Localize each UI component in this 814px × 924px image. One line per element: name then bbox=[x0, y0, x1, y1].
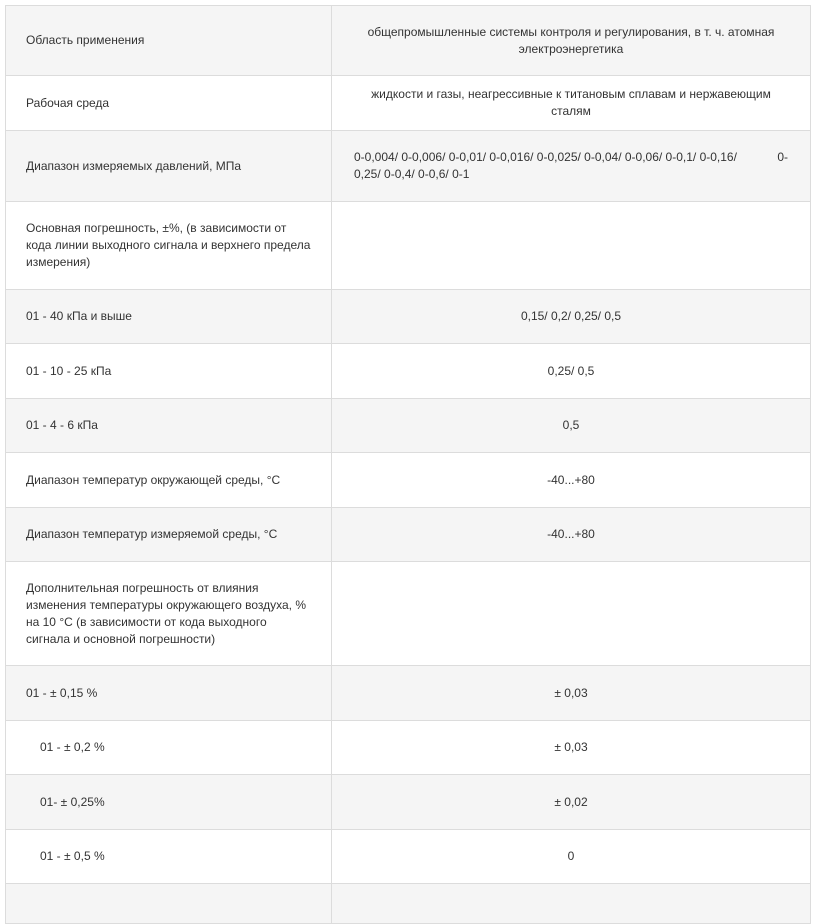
table-row bbox=[6, 453, 811, 508]
table-row bbox=[6, 666, 811, 721]
row-label: Дополнительная погрешность от влияния изменения температуры окружающего воздуха, % на 10 °С (в зависимости от кода выходного сигнала и основной погрешности) bbox=[6, 562, 332, 666]
row-label: Диапазон измеряемых давлений, МПа bbox=[6, 131, 332, 202]
row-label: Область применения bbox=[6, 6, 332, 76]
row-value: 0,5 bbox=[332, 399, 811, 453]
row-label: 01 - ± 0,5 % bbox=[6, 830, 332, 884]
pressure-range-part: 0-0,004/ 0-0,006/ 0-0,01/ 0-0,016/ 0-0,025/ 0-0,04/ 0-0,06/ 0-0,1/ 0-0,16/ bbox=[354, 150, 737, 164]
row-label: Диапазон температур измеряемой среды, °С bbox=[6, 508, 332, 562]
row-value: 0,15/ 0,2/ 0,25/ 0,5 bbox=[332, 290, 811, 344]
row-value: -40...+80 bbox=[332, 508, 811, 562]
row-value: -40...+80 bbox=[332, 453, 811, 508]
row-value: 0,25/ 0,5 bbox=[332, 344, 811, 399]
pressure-range-line2: 0,25/ 0-0,4/ 0-0,6/ 0-1 bbox=[354, 167, 470, 181]
specifications-table bbox=[5, 5, 811, 924]
row-value: общепромышленные системы контроля и регулирования, в т. ч. атомная электроэнергетика bbox=[332, 6, 811, 76]
row-label: 01- ± 0,25% bbox=[6, 775, 332, 830]
table-row bbox=[6, 884, 811, 924]
table-row bbox=[6, 562, 811, 666]
row-value: ± 0,03 bbox=[332, 721, 811, 775]
table-row bbox=[6, 775, 811, 830]
row-value: 0 bbox=[332, 830, 811, 884]
row-value: ± 0,02 bbox=[332, 775, 811, 830]
table-row bbox=[6, 830, 811, 884]
row-label: Диапазон температур окружающей среды, °С bbox=[6, 453, 332, 508]
table-row bbox=[6, 131, 811, 202]
row-label bbox=[6, 884, 332, 924]
row-value: ± 0,03 bbox=[332, 666, 811, 721]
row-value: жидкости и газы, неагрессивные к титановым сплавам и нержавеющим сталям bbox=[332, 76, 811, 131]
row-value bbox=[332, 884, 811, 924]
table-row bbox=[6, 202, 811, 290]
pressure-range-line1 bbox=[354, 149, 788, 166]
row-label: 01 - 4 - 6 кПа bbox=[6, 399, 332, 453]
table-row bbox=[6, 76, 811, 131]
table-row bbox=[6, 344, 811, 399]
row-label: 01 - 40 кПа и выше bbox=[6, 290, 332, 344]
table-row bbox=[6, 6, 811, 76]
table-row bbox=[6, 399, 811, 453]
row-value bbox=[332, 202, 811, 290]
table-row bbox=[6, 508, 811, 562]
row-label: Основная погрешность, ±%, (в зависимости от кода линии выходного сигнала и верхнего предела измерения) bbox=[6, 202, 332, 290]
pressure-range-part: 0- bbox=[777, 150, 788, 164]
table-row bbox=[6, 721, 811, 775]
table-row bbox=[6, 290, 811, 344]
row-label: 01 - 10 - 25 кПа bbox=[6, 344, 332, 399]
row-value bbox=[332, 131, 811, 202]
row-label: Рабочая среда bbox=[6, 76, 332, 131]
row-label: 01 - ± 0,2 % bbox=[6, 721, 332, 775]
row-value bbox=[332, 562, 811, 666]
row-label: 01 - ± 0,15 % bbox=[6, 666, 332, 721]
